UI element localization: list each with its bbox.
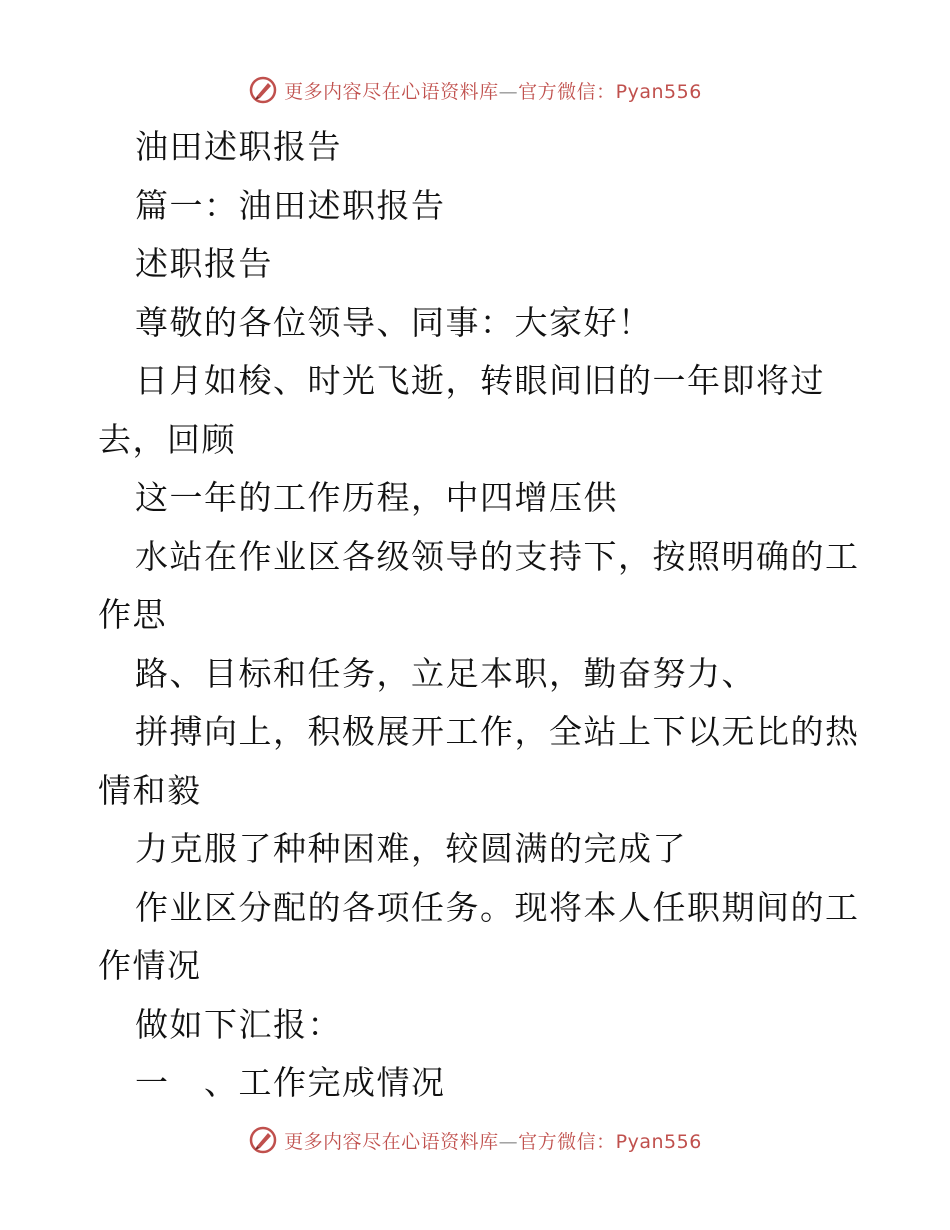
document-title: 油田述职报告 <box>135 127 342 166</box>
footer-watermark-banner <box>0 1122 950 1158</box>
report-heading: 述职报告 <box>135 244 273 283</box>
section-heading: 篇一：油田述职报告 <box>135 185 446 225</box>
body-paragraph: 日月如梭、时光飞逝，转眼间旧的一年即将过去，回顾 <box>98 361 825 459</box>
banner-text <box>284 1127 702 1154</box>
banner-main-text: 更多内容尽在心语资料库 <box>284 1130 499 1153</box>
body-paragraph: 路、目标和任务，立足本职，勤奋努力、 <box>135 653 756 693</box>
banner-wechat-text: 官方微信：Pyan556 <box>518 1130 702 1153</box>
pen-circle-logo-icon <box>248 75 278 105</box>
body-paragraph: 力克服了种种困难，较圆满的完成了 <box>135 829 687 868</box>
body-paragraph: 拼搏向上，积极展开工作，全站上下以无比的热情和毅 <box>98 712 860 810</box>
banner-main-text: 更多内容尽在心语资料库 <box>284 80 499 103</box>
body-paragraph: 作业区分配的各项任务。现将本人任职期间的工作情况 <box>98 887 860 985</box>
banner-separator: — <box>498 1130 519 1153</box>
greeting-paragraph: 尊敬的各位领导、同事：大家好！ <box>135 302 653 342</box>
body-paragraph: 这一年的工作历程，中四增压供 <box>135 478 618 517</box>
document-body <box>0 118 950 1113</box>
body-paragraph: 做如下汇报： <box>135 1004 342 1044</box>
body-paragraph: 水站在作业区各级领导的支持下，按照明确的工作思 <box>98 536 860 634</box>
banner-wechat-text: 官方微信：Pyan556 <box>518 80 702 103</box>
subsection-heading: 一 、工作完成情况 <box>135 1063 446 1102</box>
banner-separator: — <box>498 80 519 103</box>
header-watermark-banner <box>0 72 950 108</box>
pen-circle-logo-icon <box>248 1125 278 1155</box>
banner-text <box>284 77 702 104</box>
